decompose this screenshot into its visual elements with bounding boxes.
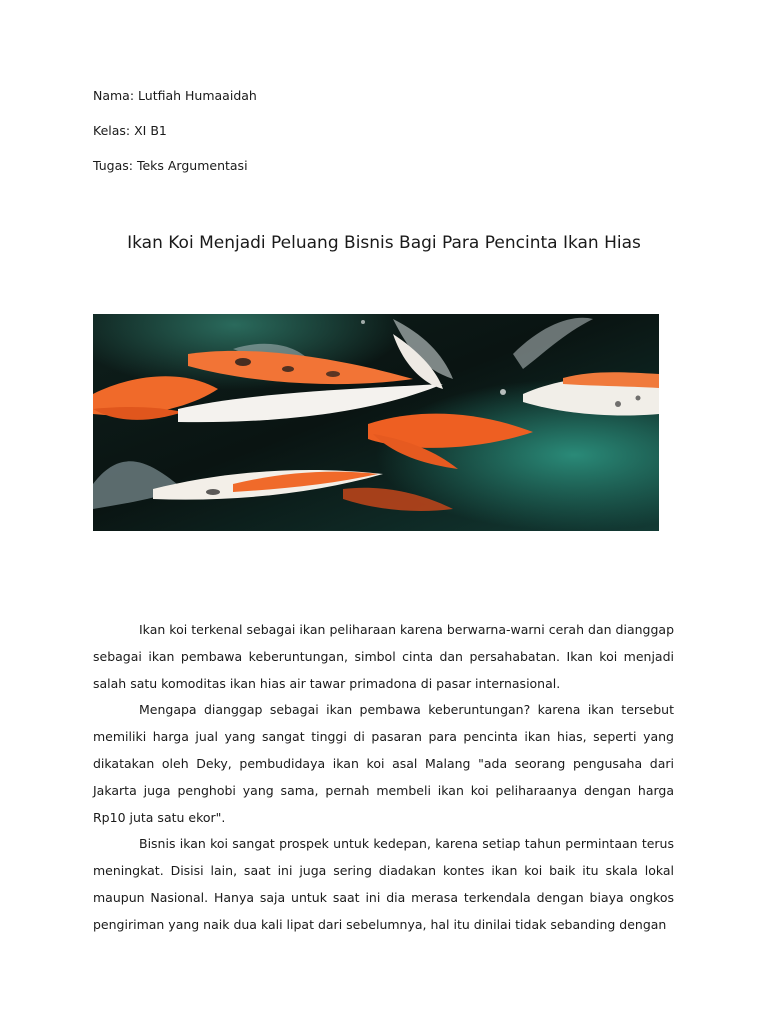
paragraph: Mengapa dianggap sebagai ikan pembawa keberuntungan? karena ikan tersebut memiliki harga jual yang sangat tinggi di pasaran para pencinta ikan hias, seperti yang dikatakan oleh Deky, pembudidaya ikan koi asal Malang "ada seorang pengusaha dari Jakarta juga penghobi yang sama, pernah membeli ikan koi peliharaanya dengan harga Rp10 juta satu ekor". bbox=[93, 702, 674, 825]
document-title: Ikan Koi Menjadi Peluang Bisnis Bagi Para Pencinta Ikan Hias bbox=[127, 233, 641, 253]
paragraph: Bisnis ikan koi sangat prospek untuk kedepan, karena setiap tahun permintaan terus meningkat. Disisi lain, saat ini juga sering diadakan kontes ikan koi baik itu skala lokal maupun Nasional. Hanya saja untuk saat ini dia merasa terkendala dengan biaya ongkos pengiriman yang naik dua kali lipat dari sebelumnya, hal itu dinilai tidak sebanding dengan bbox=[93, 836, 674, 932]
article-body bbox=[93, 617, 674, 939]
assignment-type: Tugas: Teks Argumentasi bbox=[93, 158, 248, 173]
student-class: Kelas: XI B1 bbox=[93, 123, 167, 138]
paragraph: Ikan koi terkenal sebagai ikan peliharaan karena berwarna-warni cerah dan dianggap sebagai ikan pembawa keberuntungan, simbol cinta dan persahabatan. Ikan koi menjadi salah satu komoditas ikan hias air tawar primadona di pasar internasional. bbox=[93, 622, 674, 691]
koi-fish-photo bbox=[93, 314, 659, 531]
student-name: Nama: Lutfiah Humaaidah bbox=[93, 88, 257, 103]
